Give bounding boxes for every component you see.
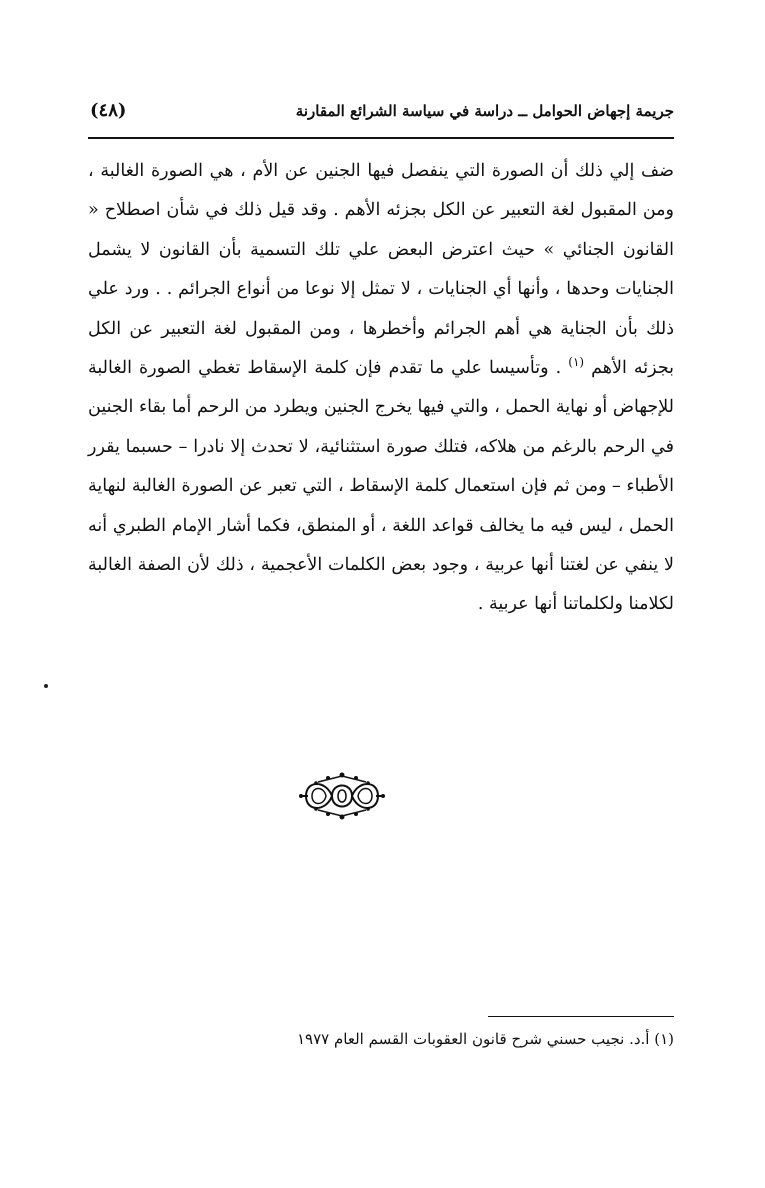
running-header (88, 100, 674, 134)
page-number: (٤٨) (90, 100, 127, 121)
body-text-part-1: ضف إلي ذلك أن الصورة التي ينفصل فيها الجنين عن الأم ، هي الصورة الغالبة ، ومن المقبول لغة التعبير عن الكل بجزئه الأهم . وقد قيل ذلك في شأن اصطلاح « القانون الجنائي » حيث اعترض البعض علي تلك التسمية بأن القانون لا يشمل الجنايات وحدها ، وأنها أي الجنايات ، لا تمثل إلا نوعا من أنواع الجرائم . . ورد علي ذلك بأن الجناية هي أهم الجرائم وأخطرها ، ومن المقبول لغة التعبير عن الكل بجزئه الأهم (88, 161, 674, 379)
body-paragraph (88, 152, 674, 625)
footnote-text: (١) أ.د. نجيب حسني شرح قانون العقوبات القسم العام ١٩٧٧ (296, 1030, 674, 1048)
decorative-ornament-icon (298, 770, 386, 822)
body-text-part-2: . وتأسيسا علي ما تقدم فإن كلمة الإسقاط تغطي الصورة الغالبة للإجهاض أو نهاية الحمل ، والتي فيها يخرج الجنين ويطرد من الرحم أما بقاء الجنين في الرحم بالرغم من هلاكه، فتلك صورة استثنائية، لا تحدث إلا نادرا – حسبما يقرر الأطباء – ومن ثم فإن استعمال كلمة الإسقاط ، التي تعبر عن الصورة الغالبة لنهاية الحمل ، ليس فيه ما يخالف قواعد اللغة ، أو المنطق، فكما أشار الإمام الطبري أنه لا ينفي عن لغتنا أنها عربية ، وجود بعض الكلمات الأعجمية ، ذلك لأن الصفة الغالبة لكلامنا ولكلماتنا أنها عربية . (88, 358, 674, 615)
footnote-divider (488, 1016, 674, 1017)
header-divider (88, 137, 674, 139)
footnote-reference: (١) (568, 355, 585, 370)
header-title: جريمة إجهاض الحوامل ــ دراسة في سياسة الشرائع المقارنة (295, 102, 674, 120)
margin-dot (44, 684, 48, 688)
